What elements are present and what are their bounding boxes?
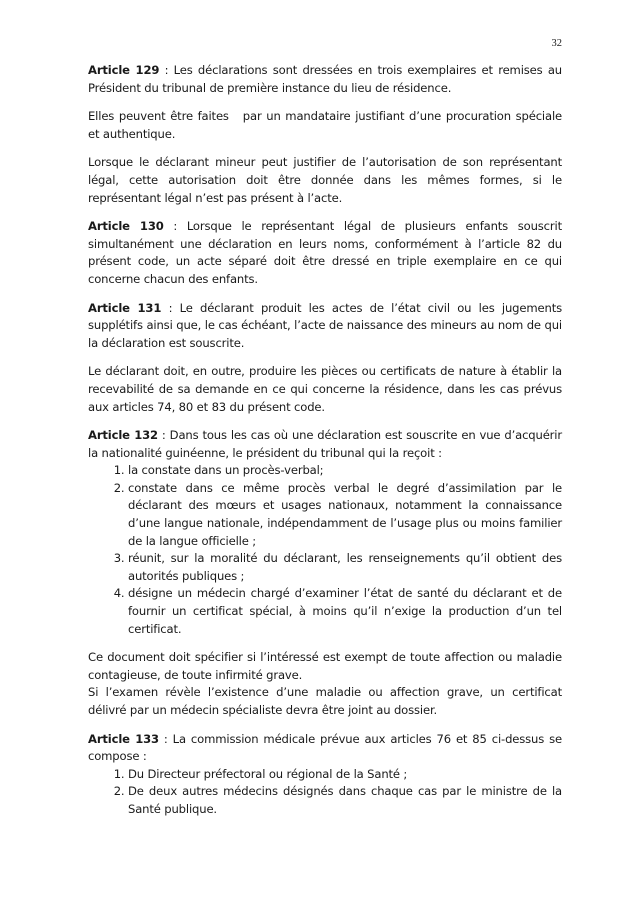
article-132-text-1: : Dans tous les cas où une déclaration est souscrite en vue d’acquérir la nationalité guinéenne, le président du tribunal qui la reçoit :: [88, 428, 562, 460]
list-item: 2. De deux autres médecins désignés dans chaque cas par le ministre de la Santé publique.: [128, 783, 562, 818]
article-130-label: Article 130: [88, 219, 164, 234]
list-item: 1. Du Directeur préfectoral ou régional de la Santé ;: [128, 766, 562, 784]
page-number: 32: [551, 38, 562, 49]
article-131-label: Article 131: [88, 300, 162, 315]
article-130-text-1: : Lorsque le représentant légal de plusieurs enfants souscrit simultanément une déclaration en leurs noms, conformément à l’article 82 du présent code, un acte séparé doit être dressé en triple exemplaire en ce qui concerne chacun des enfants.: [88, 219, 562, 286]
article-129-text-1: : Les déclarations sont dressées en trois exemplaires et remises au Président du tribunal de première instance du lieu de résidence.: [88, 63, 562, 95]
article-131-text-1: : Le déclarant produit les actes de l’état civil ou les jugements supplétifs ainsi que, le cas échéant, l’acte de naissance des mineurs au nom de qui la déclaration est souscrite.: [88, 300, 562, 350]
article-133-list: [88, 766, 562, 819]
article-132-paragraph-2: Ce document doit spécifier si l’intéressé est exempt de toute affection ou maladie contagieuse, de toute infirmité grave.: [88, 650, 562, 682]
article-133-label: Article 133: [88, 731, 159, 746]
article-131-paragraph-1: [88, 300, 562, 353]
article-133-text-1: : La commission médicale prévue aux articles 76 et 85 ci-dessus se compose :: [88, 731, 562, 764]
article-132-paragraph-3: Si l’examen révèle l’existence d’une maladie ou affection grave, un certificat délivré par un médecin spécialiste devra être joint au dossier.: [88, 685, 562, 717]
list-item: 1. la constate dans un procès-verbal;: [128, 462, 562, 480]
document-body: [88, 62, 566, 830]
article-129-paragraph-1: [88, 62, 562, 97]
article-129-paragraph-3: Lorsque le déclarant mineur peut justifier de l’autorisation de son représentant légal, cette autorisation doit être donnée dans les mêmes formes, si le représentant légal n’est pas présent à l’acte.: [88, 155, 562, 205]
list-item: 3. réunit, sur la moralité du déclarant, les renseignements qu’il obtient des autorités publiques ;: [128, 550, 562, 585]
list-item: 4. désigne un médecin chargé d’examiner l’état de santé du déclarant et de fournir un certificat spécial, à moins qu’il n’exige la production d’un tel certificat.: [128, 585, 562, 638]
article-130-paragraph-1: [88, 218, 562, 288]
article-129-paragraph-2: Elles peuvent être faites par un mandataire justifiant d’une procuration spéciale et authentique.: [88, 109, 566, 141]
article-132-paragraph-1: [88, 427, 562, 462]
article-132-list: [88, 462, 562, 638]
article-133-paragraph-1: [88, 731, 562, 766]
list-item: 2. constate dans ce même procès verbal le degré d’assimilation par le déclarant des mœurs et usages nationaux, notamment la connaissance d’une langue nationale, indépendamment de l’usage plus ou moins familier de la langue officielle ;: [128, 480, 562, 550]
article-129-label: Article 129: [88, 63, 160, 77]
article-131-paragraph-2: Le déclarant doit, en outre, produire les pièces ou certificats de nature à établir la recevabilité de sa demande en ce qui concerne la résidence, dans les cas prévus aux articles 74, 80 et 83 du présent code.: [88, 364, 562, 414]
article-132-label: Article 132: [88, 428, 158, 443]
